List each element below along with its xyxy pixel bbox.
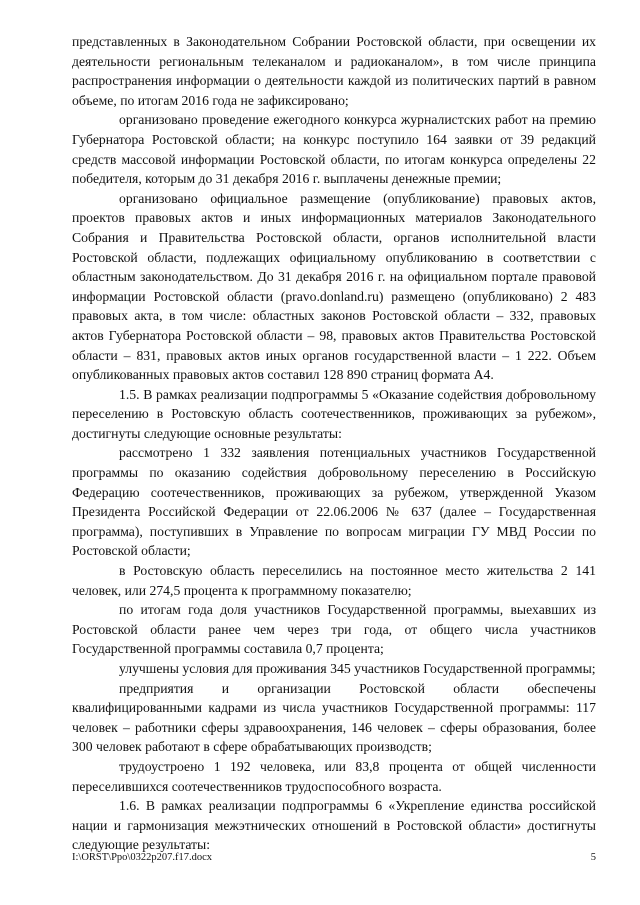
document-body	[72, 32, 596, 855]
paragraph-subprogram-5-heading: 1.5. В рамках реализации подпрограммы 5 «Оказание содействия добровольному переселению в Ростовскую область соотечественников, проживающих за рубежом», достигнуты следующие основные результаты:	[72, 386, 596, 441]
paragraph-legal-acts-publication: организовано официальное размещение (опубликование) правовых актов, проектов правовых актов и иных информационных материалов Законодательного Собрания и Правительства Ростовской области, органов исполнительной власти Ростовской области, подлежащих официальному опубликованию в соответствии с областным законодательством. До 31 декабря 2016 г. на официальном портале правовой информации Ростовской области (pravo.donland.ru) размещено (опубликовано) 2 483 правовых акта, в том числе: областных законов Ростовской области – 332, правовых актов Губернатора Ростовской области – 98, правовых актов Правительства Ростовской области – 831, правовых актов иных органов государственной власти – 1 222. Объем опубликованных правовых актов составил 128 890 страниц формата А4.	[72, 190, 596, 383]
paragraph-journalism-contest: организовано проведение ежегодного конкурса журналистских работ на премию Губернатора Ростовской области; на конкурс поступило 164 заявки от 39 редакций средств массовой информации Ростовской области, по итогам конкурса определены 22 победителя, которым до 31 декабря 2016 г. выплачены денежные премии;	[72, 112, 596, 187]
paragraph-qualified-staff: предприятия и организации Ростовской области обеспечены квалифицированными кадрами из числа участников Государственной программы: 117 человек – работники сферы здравоохранения, 146 человек – сферы образования, более 300 человек работают в сфере обрабатывающих производств;	[72, 680, 596, 755]
paragraph-departure-share: по итогам года доля участников Государственной программы, выехавших из Ростовской области ранее чем через три года, от общего числа участников Государственной программы составила 0,7 процента;	[72, 602, 596, 657]
file-path: I:\ORST\Ppo\0322p207.f17.docx	[72, 852, 213, 863]
paragraph-subprogram-6-heading: 1.6. В рамках реализации подпрограммы 6 «Укрепление единства российской нации и гармонизация межэтнических отношений в Ростовской области» достигнуты следующие результаты:	[72, 798, 596, 853]
page-number: 5	[590, 852, 596, 863]
paragraph-continuation: представленных в Законодательном Собрании Ростовской области, при освещении их деятельности региональным телеканалом и радиоканалом», в том числе принципа распространения информации о деятельности каждой из политических партий в равном объеме, по итогам 2016 года не зафиксировано;	[72, 34, 596, 108]
paragraph-resettled-persons: в Ростовскую область переселились на постоянное место жительства 2 141 человек, или 274,5 процента к программному показателю;	[72, 563, 596, 598]
paragraph-applications-reviewed: рассмотрено 1 332 заявления потенциальных участников Государственной программы по оказанию содействия добровольному переселению в Российскую Федерацию соотечественников, проживающих за рубежом, утвержденной Указом Президента Российской Федерации от 22.06.2006 № 637 (далее – Государственная программа), поступивших в Управление по вопросам миграции ГУ МВД России по Ростовской области;	[72, 445, 596, 559]
page-footer	[72, 852, 596, 863]
paragraph-employment: трудоустроено 1 192 человека, или 83,8 процента от общей численности переселившихся соотечественников трудоспособного возраста.	[72, 758, 596, 794]
paragraph-living-conditions: улучшены условия для проживания 345 участников Государственной программы;	[119, 661, 596, 676]
